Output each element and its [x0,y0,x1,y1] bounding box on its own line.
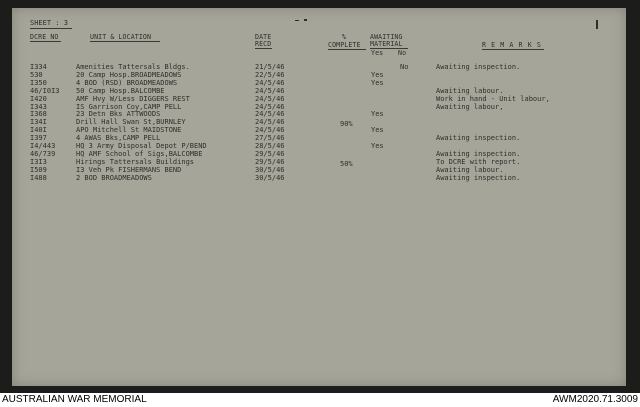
cell-dcre-no: I488 [30,173,47,182]
cell-unit-location: 20 Camp Hosp.BROADMEADOWS [76,70,182,79]
cell-unit-location: 4 AWAS Bks,CAMP PELL [76,134,161,143]
table-row [12,142,626,150]
cell-unit-location: 4 BOD (RSD) BROADMEADOWS [76,78,178,87]
header-pct-line2: COMPLETE [328,41,361,49]
cell-dcre-no: I3I3 [30,157,47,166]
footer-institution: AUSTRALIAN WAR MEMORIAL [2,394,147,405]
header-yes: Yes [371,49,384,57]
table-row [12,134,626,142]
cell-date-recd: 24/5/46 [255,118,285,127]
table-row [12,158,626,166]
cell-date-recd: 30/5/46 [255,173,285,182]
header-awaiting-line2: MATERIAL [370,40,403,48]
cell-dcre-no: I40I [30,126,47,135]
cell-date-recd: 30/5/46 [255,165,285,174]
cell-unit-location: 23 Detn Bks ATTWOODS [76,110,161,119]
cell-unit-location: Hirings Tattersals Buildings [76,157,195,166]
cell-remarks: Awaiting inspection. [436,149,521,158]
cell-date-recd: 29/5/46 [255,157,285,166]
header-underline [482,49,544,50]
sheet-underline [30,28,72,29]
cell-dcre-no: I420 [30,94,47,103]
cell-date-recd: 24/5/46 [255,94,285,103]
cell-dcre-no: I34I [30,118,47,127]
footer-accession-number: AWM2020.71.3009 [552,394,638,405]
paper-mark [295,20,299,21]
cell-dcre-no: I509 [30,165,47,174]
header-underline [255,48,272,49]
table-row [12,103,626,111]
cell-remarks: To DCRE with report. [436,157,521,166]
cell-date-recd: 24/5/46 [255,78,285,87]
table-row [12,63,626,71]
cell-unit-location: AMF Hvy W/Less DIGGERS REST [76,94,190,103]
cell-awaiting-yes: Yes [371,78,384,87]
table-row [12,110,626,118]
table-row [12,150,626,158]
cell-date-recd: 24/5/46 [255,86,285,95]
cell-date-recd: 27/5/46 [255,134,285,143]
cell-date-recd: 22/5/46 [255,70,285,79]
cell-awaiting-yes: Yes [371,142,384,150]
cell-pct-complete: 50% [340,159,353,168]
table-row [12,87,626,95]
cell-date-recd: 24/5/46 [255,110,285,119]
cell-awaiting-yes: Yes [371,126,384,135]
cell-unit-location: Drill Hall Swan St,BURNLEY [76,118,186,127]
cell-dcre-no: 46/739 [30,149,56,158]
paper-mark [596,20,598,29]
header-date-line2: RECD [255,40,272,48]
header-underline [90,41,160,42]
table-row [12,95,626,103]
cell-remarks: Awaiting inspection. [436,134,521,143]
cell-unit-location: HQ 3 Army Disposal Depot P/BEND [76,142,207,150]
cell-date-recd: 28/5/46 [255,142,285,150]
header-underline [328,49,366,50]
header-pct-line1: % [342,33,347,41]
table-row [12,126,626,134]
cell-dcre-no: 46/I0I3 [30,86,60,95]
cell-date-recd: 24/5/46 [255,126,285,135]
cell-dcre-no: I334 [30,63,47,71]
cell-dcre-no: I350 [30,78,47,87]
cell-dcre-no: I343 [30,102,47,111]
cell-unit-location: 2 BOD BROADMEADOWS [76,173,152,182]
cell-awaiting-no: No [400,63,409,71]
cell-awaiting-yes: Yes [371,110,384,119]
sheet-label: SHEET : 3 [30,19,68,27]
document-sheet [12,8,626,386]
cell-unit-location: 50 Camp Hosp.BALCOMBE [76,86,165,95]
table-row [12,71,626,79]
cell-remarks: Awaiting labour, [436,102,504,111]
paper-mark [304,19,307,21]
cell-date-recd: 29/5/46 [255,149,285,158]
cell-unit-location: IS Garrison Coy,CAMP PELL [76,102,182,111]
cell-unit-location: I3 Veh Pk FISHERMANS BEND [76,165,182,174]
cell-remarks: Work in hand - Unit labour, [436,94,550,103]
cell-remarks: Awaiting labour. [436,165,504,174]
table-row [12,174,626,182]
header-no: No [398,49,407,57]
header-underline [30,41,61,42]
cell-dcre-no: 530 [30,70,43,79]
cell-awaiting-yes: Yes [371,70,384,79]
cell-date-recd: 21/5/46 [255,63,285,71]
table-row [12,118,626,129]
cell-remarks: Awaiting inspection. [436,63,521,71]
cell-dcre-no: I397 [30,134,47,143]
cell-unit-location: HQ AMF School of Sigs,BALCOMBE [76,149,203,158]
table-row [12,79,626,87]
cell-pct-complete: 90% [340,120,353,129]
cell-date-recd: 24/5/46 [255,102,285,111]
cell-unit-location: Amenities Tattersals Bldgs. [76,63,190,71]
cell-dcre-no: I368 [30,110,47,119]
header-awaiting-line1: AWAITING [370,33,403,41]
cell-remarks: Awaiting labour. [436,86,504,95]
footer-bar [0,393,640,407]
header-unit-location: UNIT & LOCATION [90,33,152,41]
table-row [12,166,626,174]
cell-dcre-no: I4/443 [30,142,56,150]
cell-remarks: Awaiting inspection. [436,173,521,182]
header-dcre-no: DCRE NO [30,33,59,41]
header-remarks: R E M A R K S [482,41,542,49]
cell-unit-location: APO Mitchell St MAIDSTONE [76,126,182,135]
header-date-line1: DATE [255,33,272,41]
